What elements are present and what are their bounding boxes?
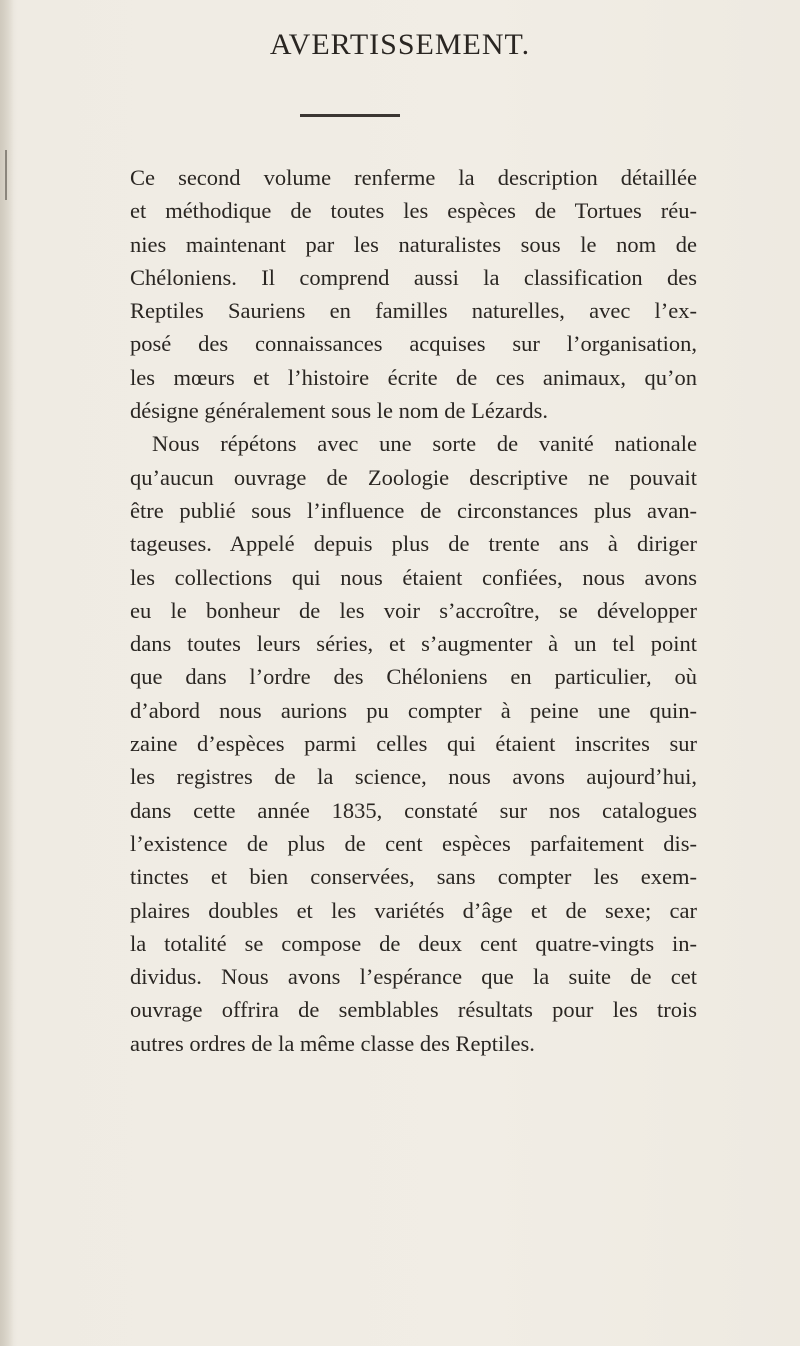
- gutter-mark: [5, 150, 7, 200]
- text-line: nies maintenant par les naturalistes sous le nom de: [130, 231, 697, 257]
- text-line: désigne généralement sous le nom de Lézards.: [130, 398, 548, 424]
- text-line: les registres de la science, nous avons aujourd’hui,: [130, 764, 697, 790]
- binding-gutter: [0, 0, 14, 1346]
- text-line: que dans l’ordre des Chéloniens en particulier, où: [130, 664, 697, 690]
- text-line: ouvrage offrira de semblables résultats pour les trois: [130, 997, 697, 1023]
- text-line: tageuses. Appelé depuis plus de trente ans à diriger: [130, 531, 697, 557]
- text-line: être publié sous l’influence de circonstances plus avan-: [130, 497, 697, 523]
- title-rule: [300, 114, 400, 117]
- text-line: Ce second volume renferme la description détaillée: [130, 165, 697, 190]
- text-line: Nous répétons avec une sorte de vanité nationale: [152, 431, 697, 457]
- text-line: qu’aucun ouvrage de Zoologie descriptive ne pouvait: [130, 464, 697, 490]
- text-line: autres ordres de la même classe des Reptiles.: [130, 1030, 535, 1056]
- text-line: eu le bonheur de les voir s’accroître, se développer: [130, 597, 697, 623]
- text-line: l’existence de plus de cent espèces parfaitement dis-: [130, 830, 697, 856]
- text-line: Reptiles Sauriens en familles naturelles, avec l’ex-: [130, 298, 697, 324]
- text-line: dans toutes leurs séries, et s’augmenter à un tel point: [130, 631, 697, 657]
- text-line: les mœurs et l’histoire écrite de ces animaux, qu’on: [130, 364, 697, 390]
- text-line: d’abord nous aurions pu compter à peine une quin-: [130, 697, 697, 723]
- body-text: [130, 161, 697, 1060]
- text-line: Chéloniens. Il comprend aussi la classification des: [130, 264, 697, 290]
- text-line: la totalité se compose de deux cent quatre-vingts in-: [130, 930, 697, 956]
- text-line: les collections qui nous étaient confiées, nous avons: [130, 564, 697, 590]
- text-line: et méthodique de toutes les espèces de Tortues réu-: [130, 198, 697, 224]
- text-line: posé des connaissances acquises sur l’organisation,: [130, 331, 697, 357]
- text-line: plaires doubles et les variétés d’âge et de sexe; car: [130, 897, 697, 923]
- text-line: dans cette année 1835, constaté sur nos catalogues: [130, 797, 697, 823]
- text-line: tinctes et bien conservées, sans compter les exem-: [130, 864, 697, 890]
- page-title: AVERTISSEMENT.: [269, 28, 531, 61]
- text-line: dividus. Nous avons l’espérance que la suite de cet: [130, 964, 697, 990]
- text-line: zaine d’espèces parmi celles qui étaient inscrites sur: [130, 731, 697, 757]
